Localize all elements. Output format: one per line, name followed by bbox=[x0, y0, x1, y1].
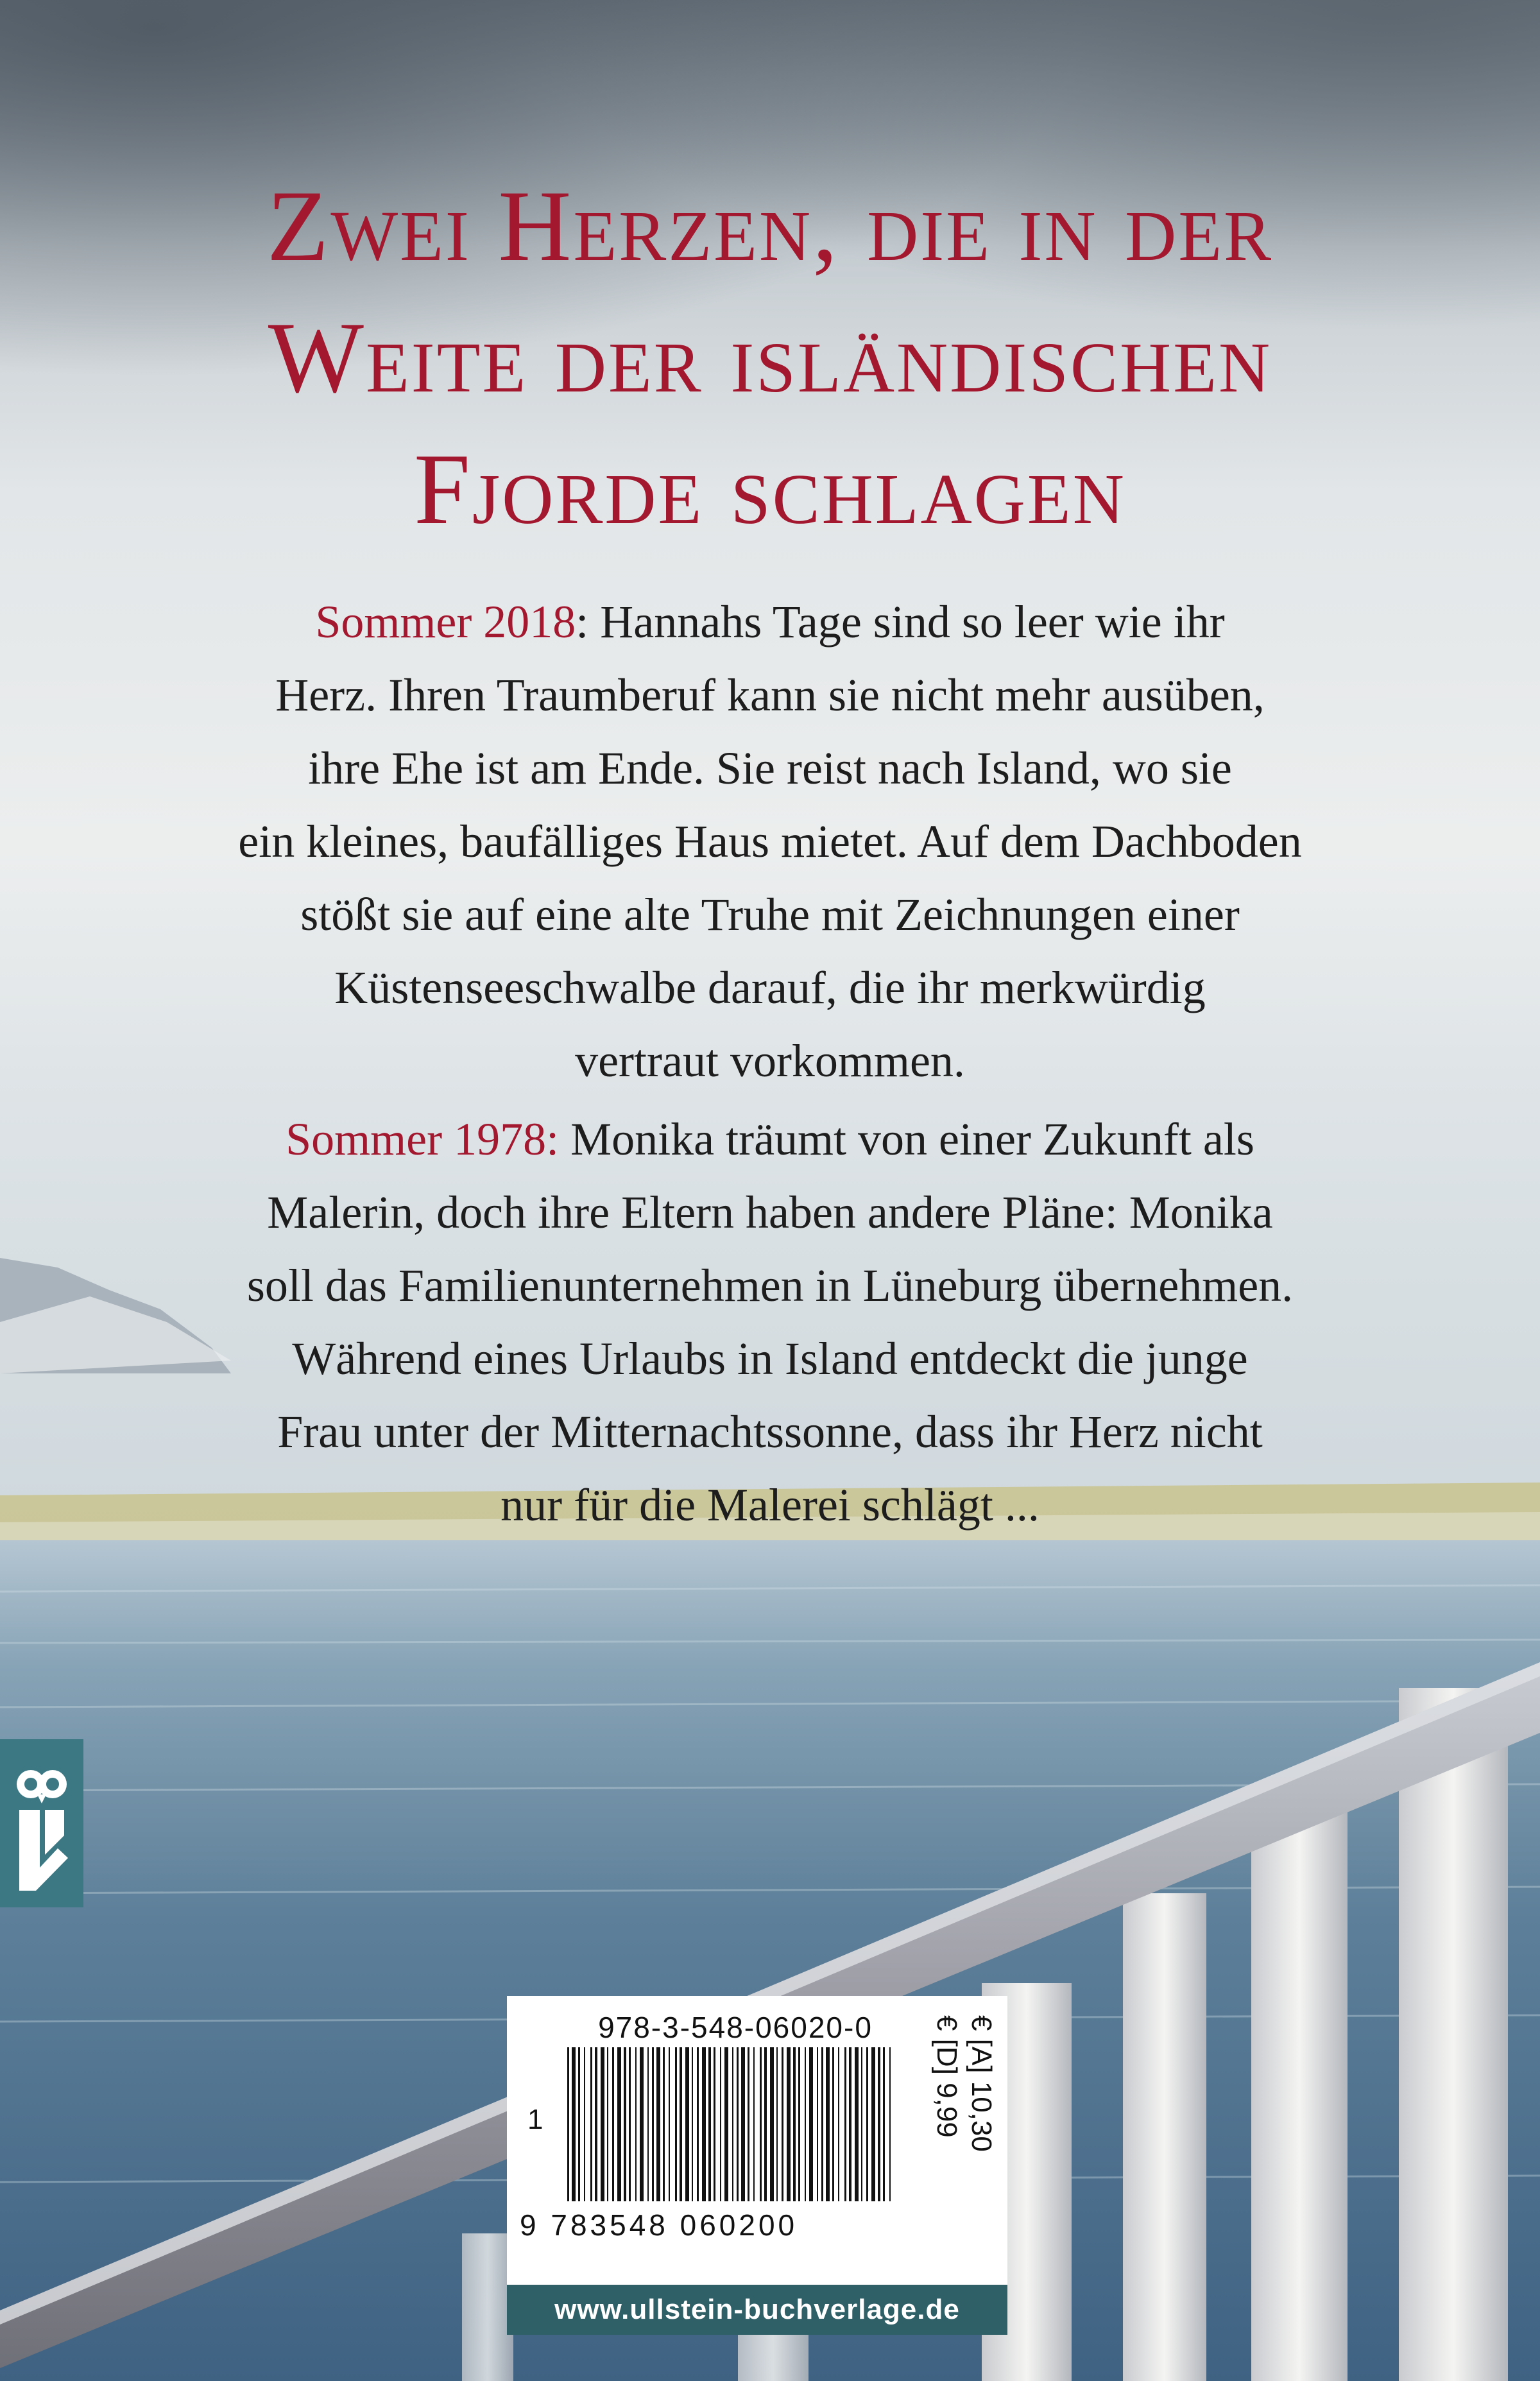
headline-line: Fjorde schlagen bbox=[414, 433, 1126, 546]
blurb-line: stößt sie auf eine alte Truhe mit Zeichnungen einer bbox=[300, 889, 1240, 940]
publisher-logo bbox=[0, 1739, 83, 1907]
barcode-bars bbox=[565, 2047, 898, 2208]
blurb-line bbox=[0, 1103, 1540, 1176]
headline bbox=[0, 160, 1540, 555]
blurb-line: nur für die Malerei schlägt ... bbox=[501, 1479, 1040, 1531]
barcode-leading-digit: 1 bbox=[527, 2104, 543, 2135]
publisher-url[interactable]: www.ullstein-buchverlage.de bbox=[507, 2285, 1007, 2335]
blurb-line: ihre Ehe ist am Ende. Sie reist nach Island, wo sie bbox=[308, 743, 1232, 794]
price-austria: € [A] 10,30 bbox=[966, 2015, 997, 2152]
blurb-paragraph-1978 bbox=[0, 1103, 1540, 1542]
blurb-text: : Hannahs Tage sind so leer wie ihr bbox=[576, 596, 1225, 648]
blurb-line bbox=[0, 585, 1540, 658]
ullstein-owl-icon bbox=[0, 1739, 83, 1907]
blurb-text: Monika träumt von einer Zukunft als bbox=[559, 1113, 1254, 1165]
blurb-line: Malerin, doch ihre Eltern haben andere Pläne: Monika bbox=[267, 1187, 1273, 1238]
season-label: Sommer 2018 bbox=[315, 596, 576, 648]
barcode-panel bbox=[507, 1996, 1007, 2285]
headline-line: Weite der isländischen bbox=[268, 302, 1272, 414]
barcode-digits: 9 783548 060200 bbox=[520, 2208, 798, 2242]
blurb-line: Herz. Ihren Traumberuf kann sie nicht mehr ausüben, bbox=[275, 669, 1265, 721]
isbn-number: 978-3-548-06020-0 bbox=[598, 2011, 873, 2044]
headline-line: Zwei Herzen, die in der bbox=[266, 170, 1274, 282]
blurb-line: Frau unter der Mitternachtssonne, dass ihr Herz nicht bbox=[277, 1406, 1263, 1457]
blurb-line: ein kleines, baufälliges Haus mietet. Auf dem Dachboden bbox=[238, 816, 1302, 867]
blurb-line: Während eines Urlaubs in Island entdeckt die junge bbox=[292, 1333, 1248, 1384]
blurb-line: vertraut vorkommen. bbox=[575, 1035, 965, 1087]
price-germany: € [D] 9,99 bbox=[931, 2015, 963, 2138]
season-label: Sommer 1978: bbox=[286, 1113, 560, 1165]
blurb-line: Küstenseeschwalbe darauf, die ihr merkwürdig bbox=[334, 962, 1206, 1013]
blurb-line: soll das Familienunternehmen in Lüneburg übernehmen. bbox=[246, 1260, 1294, 1311]
blurb-paragraph-2018 bbox=[0, 585, 1540, 1097]
